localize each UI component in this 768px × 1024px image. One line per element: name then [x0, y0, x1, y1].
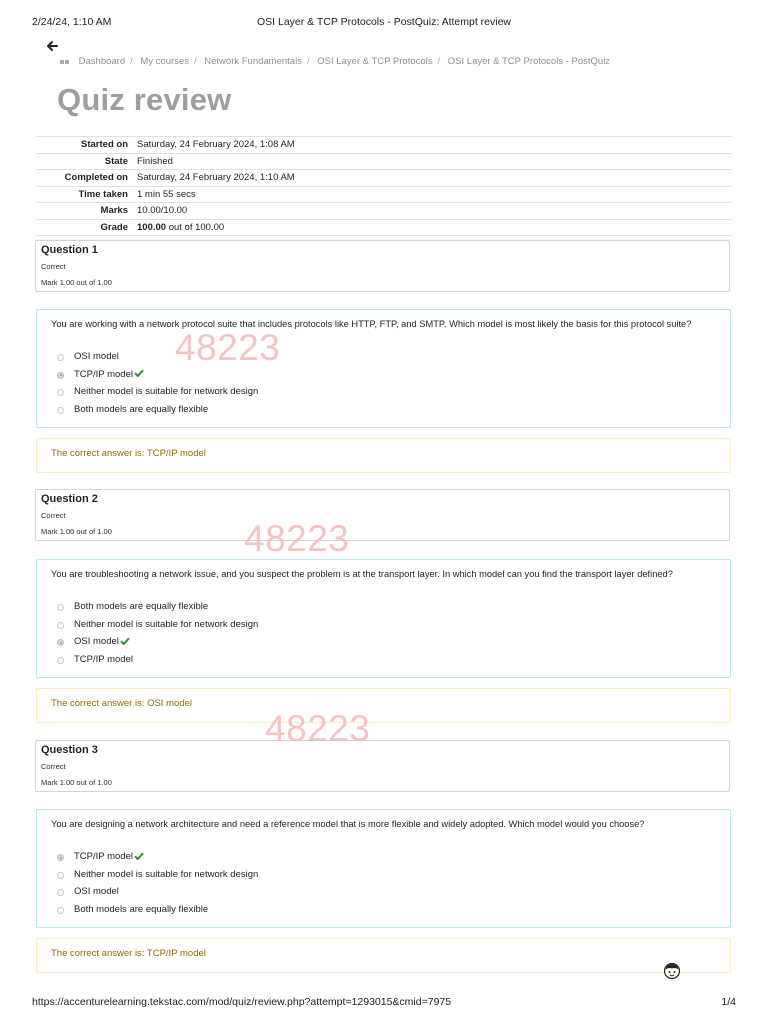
- summary-label: State: [36, 153, 136, 170]
- question-text: You are troubleshooting a network issue, and you suspect the problem is at the transport layer. In which model can you find the transport layer defined?: [51, 569, 673, 579]
- question-info-2: [35, 489, 730, 541]
- answer-label: OSI model: [74, 636, 119, 648]
- question-info-3: [35, 740, 730, 792]
- summary-value: Finished: [136, 153, 732, 170]
- answer-option[interactable]: [57, 883, 258, 901]
- breadcrumb-item-section[interactable]: OSI Layer & TCP Protocols: [317, 56, 433, 67]
- answer-option[interactable]: [57, 401, 258, 419]
- summary-label: Grade: [36, 219, 136, 236]
- check-icon: [134, 369, 144, 377]
- answer-label: TCP/IP model: [74, 653, 133, 665]
- answer-label: Both models are equally flexible: [74, 601, 209, 613]
- watermark: 48223: [175, 327, 281, 368]
- answer-label: OSI model: [74, 886, 119, 898]
- summary-row-time-taken: [36, 186, 732, 203]
- radio-button[interactable]: [57, 389, 64, 396]
- question-formulation-1: [36, 309, 731, 428]
- radio-button-selected[interactable]: [57, 372, 64, 379]
- print-datetime: 2/24/24, 1:10 AM: [32, 16, 112, 28]
- print-url: https://accenturelearning.tekstac.com/mod/quiz/review.php?attempt=1293015&cmid=7975: [32, 996, 452, 1008]
- grade-value: 100.00: [137, 221, 167, 233]
- breadcrumb-separator: /: [306, 56, 310, 67]
- summary-row-marks: [36, 203, 732, 220]
- breadcrumb-separator: /: [130, 56, 133, 67]
- question-formulation-3: [36, 809, 731, 928]
- answer-list: [57, 848, 258, 918]
- answer-label: Neither model is suitable for network design: [74, 386, 259, 398]
- question-feedback-1: [36, 438, 731, 473]
- summary-value: [136, 219, 732, 236]
- breadcrumb-item-my-courses[interactable]: My courses: [140, 56, 189, 67]
- correct-answer-text: The correct answer is: OSI model: [51, 698, 192, 709]
- question-feedback-2: [36, 688, 731, 723]
- arrow-left-icon[interactable]: [46, 40, 58, 52]
- answer-option[interactable]: [57, 651, 258, 669]
- breadcrumb-separator: /: [437, 56, 441, 67]
- home-icon: [60, 57, 70, 65]
- radio-button[interactable]: [57, 622, 64, 629]
- print-title: OSI Layer & TCP Protocols - PostQuiz: Attempt review: [256, 16, 512, 28]
- page-title: Quiz review: [57, 82, 232, 117]
- summary-row-completed: [36, 170, 732, 187]
- question-number: Question 3: [41, 744, 98, 756]
- print-page-number: 1/4: [721, 996, 736, 1008]
- answer-label: Neither model is suitable for network design: [74, 618, 259, 630]
- summary-label: Marks: [36, 203, 136, 220]
- radio-button[interactable]: [57, 872, 64, 879]
- answer-option[interactable]: [57, 633, 258, 651]
- answer-option[interactable]: [57, 866, 258, 884]
- question-state: Correct: [41, 762, 66, 771]
- user-avatar-icon[interactable]: [663, 962, 681, 980]
- watermark: 48223: [265, 708, 371, 749]
- summary-row-started: [36, 137, 732, 154]
- radio-button[interactable]: [57, 907, 64, 914]
- breadcrumb-separator: /: [193, 56, 197, 67]
- radio-button-selected[interactable]: [57, 639, 64, 646]
- breadcrumb-item-course[interactable]: Network Fundamentals: [204, 56, 302, 67]
- summary-value: 1 min 55 secs: [136, 186, 732, 203]
- answer-label: Neither model is suitable for network design: [74, 868, 259, 880]
- summary-value: 10.00/10.00: [136, 203, 732, 220]
- answer-option[interactable]: [57, 901, 258, 919]
- attempt-summary-table: [36, 136, 732, 236]
- summary-row-grade: [36, 219, 732, 236]
- answer-option[interactable]: [57, 848, 258, 866]
- question-mark: Mark 1.00 out of 1.00: [41, 278, 112, 287]
- answer-option[interactable]: [57, 366, 258, 384]
- radio-button[interactable]: [57, 407, 64, 414]
- question-state: Correct: [41, 511, 66, 520]
- answer-option[interactable]: [57, 383, 258, 401]
- radio-button[interactable]: [57, 604, 64, 611]
- summary-value: Saturday, 24 February 2024, 1:08 AM: [136, 137, 732, 154]
- radio-button[interactable]: [57, 889, 64, 896]
- summary-value: Saturday, 24 February 2024, 1:10 AM: [136, 170, 732, 187]
- answer-label: OSI model: [74, 351, 119, 363]
- radio-button[interactable]: [57, 354, 64, 361]
- answer-label: Both models are equally flexible: [74, 903, 209, 915]
- answer-list: [57, 348, 258, 418]
- question-mark: Mark 1.00 out of 1.00: [41, 527, 112, 536]
- grade-out-of: out of 100.00: [166, 221, 225, 233]
- correct-answer-text: The correct answer is: TCP/IP model: [51, 948, 206, 959]
- summary-row-state: [36, 153, 732, 170]
- question-info-1: [35, 240, 730, 292]
- summary-label: Time taken: [36, 186, 136, 203]
- answer-label: TCP/IP model: [74, 851, 133, 863]
- question-mark: Mark 1.00 out of 1.00: [41, 778, 112, 787]
- summary-label: Completed on: [36, 170, 136, 187]
- answer-label: TCP/IP model: [74, 368, 133, 380]
- answer-label: Both models are equally flexible: [74, 403, 209, 415]
- question-number: Question 2: [41, 493, 98, 505]
- question-text: You are working with a network protocol suite that includes protocols like HTTP, FTP, and SMTP. Which model is most likely the basis for this protocol suite?: [51, 319, 692, 329]
- breadcrumb: [60, 56, 610, 67]
- print-header: [0, 16, 768, 30]
- watermark: 48223: [244, 518, 350, 559]
- summary-label: Started on: [36, 137, 136, 154]
- answer-option[interactable]: [57, 598, 258, 616]
- answer-option[interactable]: [57, 348, 258, 366]
- check-icon: [120, 637, 130, 645]
- answer-option[interactable]: [57, 616, 258, 634]
- breadcrumb-item-dashboard[interactable]: Dashboard: [78, 56, 126, 67]
- question-feedback-3: [36, 938, 731, 973]
- question-text: You are designing a network architecture and need a reference model that is more flexible and widely adopted. Which model would you choose?: [51, 819, 645, 829]
- answer-list: [57, 598, 258, 668]
- radio-button-selected[interactable]: [57, 854, 64, 861]
- question-number: Question 1: [41, 244, 98, 256]
- question-state: Correct: [41, 262, 66, 271]
- check-icon: [134, 852, 144, 860]
- radio-button[interactable]: [57, 657, 64, 664]
- breadcrumb-item-quiz[interactable]: OSI Layer & TCP Protocols - PostQuiz: [447, 56, 611, 67]
- correct-answer-text: The correct answer is: TCP/IP model: [51, 448, 206, 459]
- question-formulation-2: [36, 559, 731, 678]
